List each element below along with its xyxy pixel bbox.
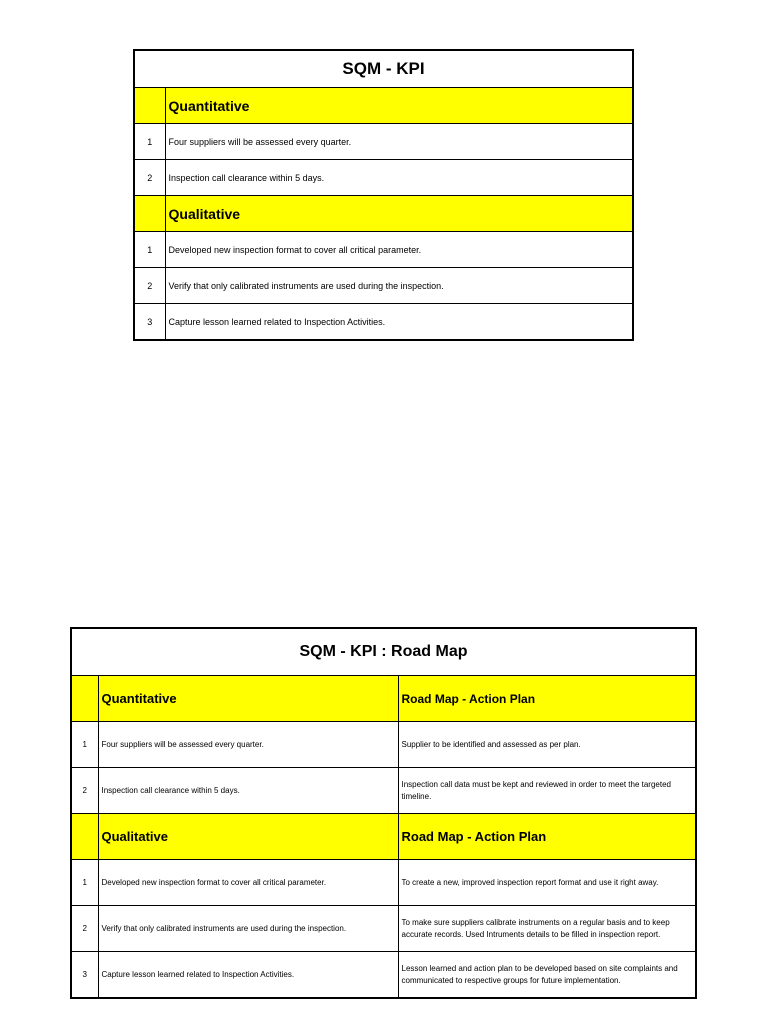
- plan-header: Road Map - Action Plan: [398, 814, 696, 860]
- row-number: 2: [71, 906, 98, 952]
- roadmap-section-qualitative: [71, 814, 696, 860]
- row-number: 1: [71, 860, 98, 906]
- section-label: Quantitative: [98, 676, 398, 722]
- row-text: Four suppliers will be assessed every quarter.: [98, 722, 398, 768]
- table-row: [134, 232, 633, 268]
- section-num-cell: [71, 814, 98, 860]
- table-row: [71, 906, 696, 952]
- table-row: [71, 952, 696, 999]
- section-label: Quantitative: [165, 88, 633, 124]
- table-row: [71, 722, 696, 768]
- table-row: [134, 124, 633, 160]
- table-row: [134, 268, 633, 304]
- row-plan: To create a new, improved inspection report format and use it right away.: [398, 860, 696, 906]
- kpi-section-qualitative: [134, 196, 633, 232]
- row-number: 1: [134, 232, 165, 268]
- row-text: Four suppliers will be assessed every quarter.: [165, 124, 633, 160]
- row-number: 3: [134, 304, 165, 341]
- roadmap-title: SQM - KPI : Road Map: [71, 628, 696, 676]
- section-label: Qualitative: [165, 196, 633, 232]
- row-plan: To make sure suppliers calibrate instruments on a regular basis and to keep accurate records. Used Intruments details to be filled in inspection report.: [398, 906, 696, 952]
- kpi-title-row: [134, 50, 633, 88]
- roadmap-table: [70, 627, 697, 999]
- row-plan: Inspection call data must be kept and reviewed in order to meet the targeted timeline.: [398, 768, 696, 814]
- row-number: 3: [71, 952, 98, 999]
- row-number: 2: [71, 768, 98, 814]
- row-number: 1: [134, 124, 165, 160]
- roadmap-section-quantitative: [71, 676, 696, 722]
- roadmap-title-row: [71, 628, 696, 676]
- row-number: 1: [71, 722, 98, 768]
- row-number: 2: [134, 268, 165, 304]
- row-text: Developed new inspection format to cover all critical parameter.: [165, 232, 633, 268]
- row-text: Inspection call clearance within 5 days.: [165, 160, 633, 196]
- row-text: Capture lesson learned related to Inspection Activities.: [98, 952, 398, 999]
- row-text: Verify that only calibrated instruments are used during the inspection.: [98, 906, 398, 952]
- section-label: Qualitative: [98, 814, 398, 860]
- row-plan: Supplier to be identified and assessed as per plan.: [398, 722, 696, 768]
- table-row: [71, 768, 696, 814]
- row-text: Capture lesson learned related to Inspection Activities.: [165, 304, 633, 341]
- row-text: Developed new inspection format to cover all critical parameter.: [98, 860, 398, 906]
- kpi-table: [133, 49, 634, 341]
- table-row: [134, 304, 633, 341]
- row-text: Inspection call clearance within 5 days.: [98, 768, 398, 814]
- section-num-cell: [134, 88, 165, 124]
- row-plan: Lesson learned and action plan to be developed based on site complaints and communicated to respective groups for future implementation.: [398, 952, 696, 999]
- row-text: Verify that only calibrated instruments are used during the inspection.: [165, 268, 633, 304]
- kpi-title: SQM - KPI: [134, 50, 633, 88]
- kpi-section-quantitative: [134, 88, 633, 124]
- table-row: [134, 160, 633, 196]
- row-number: 2: [134, 160, 165, 196]
- table-row: [71, 860, 696, 906]
- section-num-cell: [71, 676, 98, 722]
- plan-header: Road Map - Action Plan: [398, 676, 696, 722]
- section-num-cell: [134, 196, 165, 232]
